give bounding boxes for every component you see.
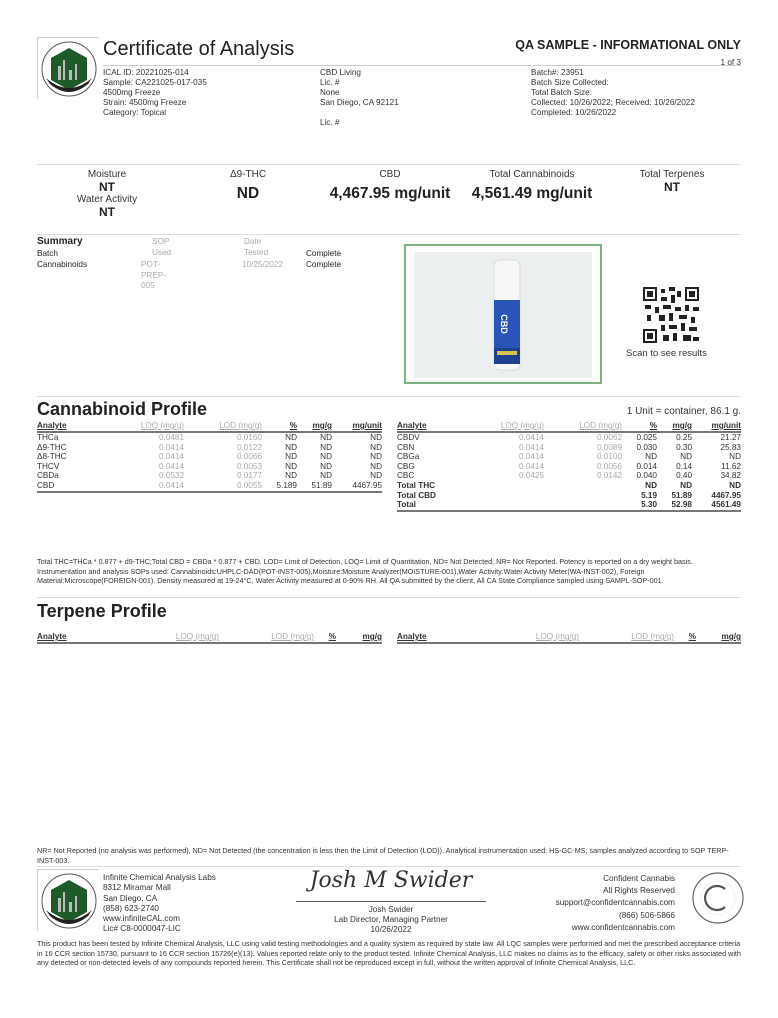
strain: Strain: 4500mg Freeze: [103, 98, 187, 107]
batch-number: Batch#: 23951: [531, 68, 584, 77]
client-lic-value: None: [320, 88, 340, 97]
table-row: CBC 0.0425 0.0142 0.040 0.40 34.82: [397, 471, 741, 481]
table-row: CBG 0.0414 0.0056 0.014 0.14 11.62: [397, 461, 741, 471]
lab-address: 8312 Miramar Mall: [103, 883, 171, 893]
cc-website[interactable]: www.confidentcannabis.com: [571, 922, 675, 932]
date-header: Date Tested: [244, 237, 269, 257]
page-indicator: 1 of 3: [720, 58, 741, 67]
ical-logo: [37, 37, 99, 99]
table-row: CBDa 0.0532 0.0177 ND ND ND: [37, 471, 382, 481]
table-row: Δ9-THC 0.0414 0.0122 ND ND ND: [37, 442, 382, 452]
qr-code[interactable]: [643, 287, 699, 343]
client-name: CBD Living: [320, 68, 361, 77]
total-cannabinoids-stat: Total Cannabinoids 4,561.49 mg/unit: [471, 169, 593, 202]
cc-name: Confident Cannabis: [603, 874, 675, 883]
client-address: San Diego, CA 92121: [320, 98, 399, 107]
unit-note: 1 Unit = container, 86.1 g.: [626, 406, 741, 417]
signer-info: [296, 905, 486, 935]
sop-header: SOP Used: [152, 237, 172, 257]
terpene-footnote: NR= Not Reported (no analysis was performed), ND= Not Detected (the concentration is less then the Limit of Detection (LOD)). Analytical instrumentation used: HS-GC-MS; samples analyzed according to SOP TERP-INST-003.: [37, 846, 729, 865]
lab-name: Infinite Chemical Analysis Labs: [103, 873, 216, 882]
cannabinoid-footnote: Total THC=THCa * 0.877 + d9-THC;Total CBD = CBDa * 0.877 + CBD. LOD= Limit of Detection, LOQ= Limit of Quantitation, ND= Not Detected, NR= Not Reported. Potency is reported on a dry weight basis. Instrumentation and analysis SOPs used: Cannabinoids:UHPLC-DAD(POT-INST-005),Moisture:Moisture Analyzer(MOISTURE-001),Water Activity:Water Activity Meter(WA-INST-002), Foreign Material:Microscope(FOREIGN-001). Density measured at 19-24°C, Water Activity measured at 0-90% RH. All QA submitted by the client, All CA State Compliance sampled using SAMPL-SOP-001.: [37, 557, 693, 585]
client-lic: Lic. #: [320, 78, 340, 87]
cc-email[interactable]: support@confidentcannabis.com: [555, 898, 675, 908]
cannabinoid-table-left: Analyte LOQ (mg/g) LOD (mg/g) % mg/g mg/unit THCa 0.0481 0.0160 ND ND ND Δ9-THC 0.0414 0.0122 ND ND ND Δ8-THC 0.0414 0.0066 ND ND ND THCV 0.0414 0.0053 ND ND ND CBDa 0.0532 0.0177 ND ND ND CBD 0.0414 0.0055 5.189 51.89 4467.95: [37, 421, 382, 490]
thc-stat: Δ9-THC ND: [229, 169, 267, 202]
sample-name: 4500mg Freeze: [103, 88, 161, 97]
batch-info: [531, 68, 695, 118]
ical-id: ICAL ID: 20221025-014: [103, 68, 189, 77]
lab-license: Lic# C8-0000047-LIC: [103, 924, 181, 934]
total-row: Total THC ND ND ND: [397, 480, 741, 490]
cannabinoid-table-right: Analyte LOQ (mg/g) LOD (mg/g) % mg/g mg/unit CBDV 0.0414 0.0062 0.025 0.25 21.27 CBN 0.0414 0.0089 0.030 0.30 25.83 CBGa 0.0414 0.0100 ND ND ND CBG 0.0414 0.0056 0.014 0.14 11.62 CBC 0.0425 0.0142 0.040 0.40 34.82 Total THC ND ND ND Total CBD 5.19 51.89 4467.95 Total 5.30 52.98 4561.49: [397, 421, 741, 510]
cbd-stat: CBD 4,467.95 mg/unit: [329, 169, 451, 202]
table-row: THCV 0.0414 0.0053 ND ND ND: [37, 461, 382, 471]
table-row: CBD 0.0414 0.0055 5.189 51.89 4467.95: [37, 480, 382, 490]
document-title: Certificate of Analysis: [103, 38, 295, 60]
summary-title: Summary: [37, 236, 83, 247]
qa-sample-label: QA SAMPLE - INFORMATIONAL ONLY: [515, 38, 741, 52]
signature: Josh M Swider: [309, 868, 473, 893]
signer-title: Lab Director, Managing Partner: [334, 915, 448, 924]
table-row: Δ8-THC 0.0414 0.0066 ND ND ND: [37, 452, 382, 462]
ical-footer-logo: [37, 869, 99, 931]
collected-received: Collected: 10/26/2022; Received: 10/26/2022: [531, 98, 695, 107]
lab-website[interactable]: www.infiniteCAL.com: [103, 914, 180, 924]
terpenes-stat: Total Terpenes NT: [639, 169, 705, 194]
category: Category: Topical: [103, 108, 167, 117]
table-row: CBDV 0.0414 0.0062 0.025 0.25 21.27: [397, 433, 741, 442]
moisture-stat: Moisture NT Water Activity NT: [76, 169, 138, 219]
lab-city: San Diego, CA: [103, 893, 158, 903]
sample-info: [103, 68, 207, 118]
product-photo: [404, 244, 602, 384]
lab-phone: (858) 623-2740: [103, 903, 159, 913]
total-row: Total CBD 5.19 51.89 4467.95: [397, 490, 741, 500]
disclaimer: This product has been tested by Infinite Chemical Analysis, LLC using valid testing methodologies and a quality system as required by state law. All LQC samples were performed and met the prescribed acceptance criteria in 16 CCR section 15730, pursuant to 16 CCR section 15726(e)(13). Values reported relate only to the product tested. Infinite Chemical Analysis, LLC makes no claims as to the efficacy, safety or other risks associated with any detected or non-detected levels of any compounds reported herein. This Certificate shall not be reproduced except in full, without the written approval of Infinite Chemical Analysis, LLC.: [37, 939, 741, 968]
lab-info: [103, 873, 216, 935]
total-batch-size: Total Batch Size:: [531, 88, 592, 97]
cannabinoid-profile-title: Cannabinoid Profile: [37, 399, 208, 419]
confident-cannabis-info: [556, 873, 675, 934]
terpene-table-right: Analyte LOQ (mg/g) LOD (mg/g) % mg/g: [397, 632, 741, 641]
svg-text:CBD: CBD: [499, 314, 509, 334]
completed-date: Completed: 10/26/2022: [531, 108, 617, 117]
confident-cannabis-logo: [691, 871, 745, 925]
sample-id: Sample: CA221025-017-035: [103, 78, 207, 87]
terpene-profile-title: Terpene Profile: [37, 601, 167, 621]
signer-name: Josh Swider: [368, 905, 414, 914]
signer-date: 10/26/2022: [370, 925, 412, 934]
terpene-table-left: Analyte LOQ (mg/g) LOD (mg/g) % mg/g: [37, 632, 382, 641]
total-row: Total 5.30 52.98 4561.49: [397, 500, 741, 510]
batch-size-collected: Batch Size Collected:: [531, 78, 609, 87]
table-row: CBGa 0.0414 0.0100 ND ND ND: [397, 452, 741, 462]
table-row: CBN 0.0414 0.0089 0.030 0.30 25.83: [397, 442, 741, 452]
cc-rights: All Rights Reserved: [603, 886, 675, 896]
qr-caption: Scan to see results: [626, 348, 707, 359]
cc-phone: (866) 506-5866: [619, 910, 675, 920]
client-info: [320, 68, 399, 128]
table-row: THCa 0.0481 0.0160 ND ND ND: [37, 433, 382, 442]
client-lic-2: Lic. #: [320, 118, 340, 127]
